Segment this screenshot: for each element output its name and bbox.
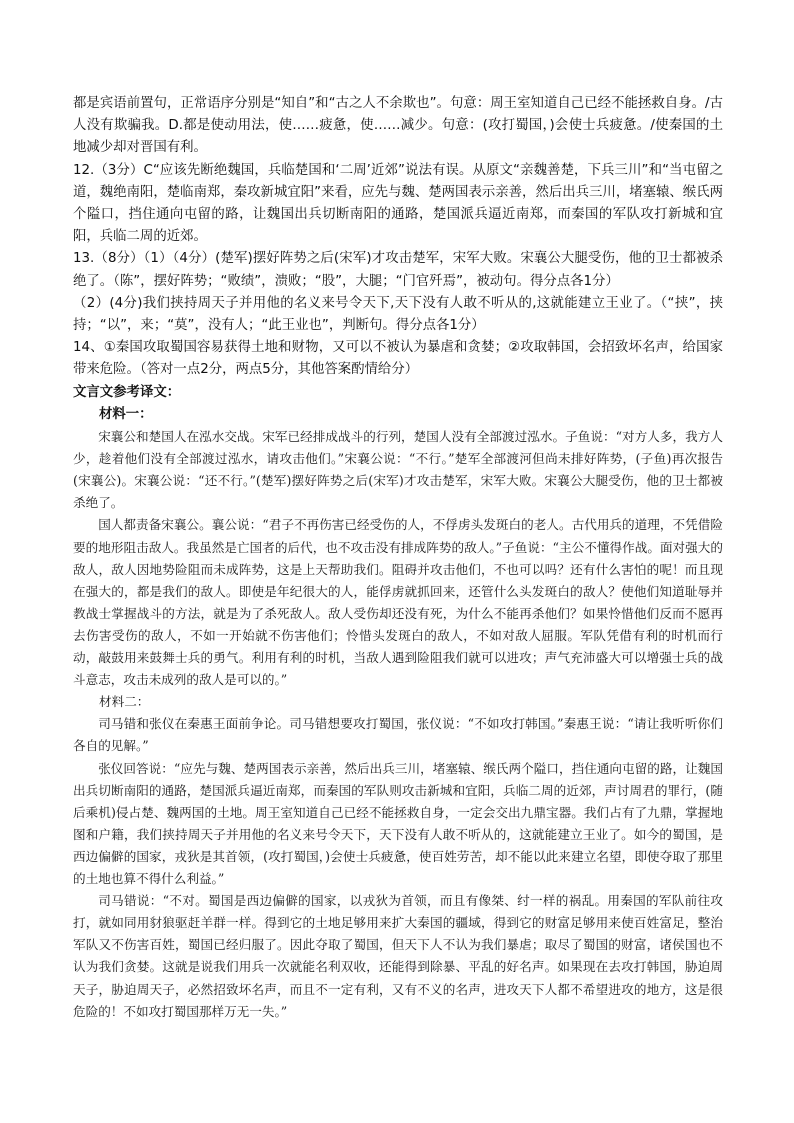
material-1-paragraph: 宋襄公和楚国人在泓水交战。宋军已经排成战斗的行列，楚国人没有全部渡过泓水。子鱼说：“对方人多，我方人少，趁着他们没有全部渡过泓水，请攻击他们。”宋襄公说：“不行。”楚军全部渡河但尚未排好阵势，(子鱼)再次报告(宋襄公)。宋襄公说：“还不行。”(楚军)摆好阵势之后(宋军)才攻击楚军，宋军大败。宋襄公大腿受伤，他的卫士都被杀绝了。 <box>73 429 723 511</box>
answer-q13-part2: （2）(4分)我们挟持周天子并用他的名义来号令天下,天下没有人敢不听从的,这就能建立王业了。（“挟”，挟持；“以”，来；“莫”，没有人；“此王业也”，判断句。得分点各1分） <box>73 295 723 334</box>
translation-heading: 文言文参考译文： <box>73 384 181 400</box>
answer-q13-part1: 13.（8分）（1）（4分）(楚军)摆好阵势之后(宋军)才攻击楚军，宋军大败。宋襄公大腿受伤，他的卫士都被杀绝了。（陈”，摆好阵势；“败绩”，溃败；“股”，大腿；“门官歼焉”，被动句。得分点各1分） <box>73 251 723 289</box>
material-2-label: 材料二： <box>99 694 150 710</box>
answer-continuation: 都是宾语前置句，正常语序分别是“知自”和“古之人不余欺也”。句意：周王室知道自己已经不能拯救自身。/古人没有欺骗我。D.都是使动用法，使……疲惫，使……减少。句意：(攻打蜀国，)会使士兵疲惫。/使秦国的土地减少却对晋国有利。 <box>73 96 723 156</box>
answer-q12: 12.（3分）C“应该先断绝魏国，兵临楚国和‘二周’近郊”说法有误。从原文“亲魏善楚，下兵三川”和“当屯留之道，魏绝南阳，楚临南郑，秦攻新城宜阳”来看，应先与魏、楚两国表示亲善，然后出兵三川，堵塞辕、缑氏两个隘口，挡住通向屯留的路，让魏国出兵切断南阳的通路，楚国派兵逼近南郑，而秦国的军队攻打新城和宜阳，兵临二周的近郊。 <box>73 162 723 245</box>
answer-document <box>73 93 723 1023</box>
material-1-label: 材料一： <box>99 406 153 422</box>
material-1-paragraph: 国人都责备宋襄公。襄公说：“君子不再伤害已经受伤的人，不俘虏头发斑白的老人。古代用兵的道理，不凭借险要的地形阻击敌人。我虽然是亡国者的后代，也不攻击没有排成阵势的敌人。”子鱼说：“主公不懂得作战。面对强大的敌人，敌人因地势险阻而未成阵势，这是上天帮助我们。阻碍并攻击他们，不也可以吗？还有什么害怕的呢！而且现在强大的，都是我们的敌人。即使是年纪很大的人，能俘虏就抓回来，还管什么头发斑白的敌人？使他们知道耻辱并教战士掌握战斗的方法，就是为了杀死敌人。敌人受伤却还没有死，为什么不能再杀他们？如果怜惜他们反而不愿再去伤害受伤的敌人，不如一开始就不伤害他们；怜惜头发斑白的敌人，不如对敌人屈服。军队凭借有利的时机而行动，敲鼓用来鼓舞士兵的勇气。利用有利的时机，当敌人遇到险阻我们就可以进攻；声气充沛盛大可以增强士兵的战斗意志，攻击未成列的敌人是可以的。” <box>73 517 723 688</box>
material-2-paragraph: 司马错说：“不对。蜀国是西边偏僻的国家，以戎狄为首领，而且有像桀、纣一样的祸乱。用秦国的军队前往攻打，就如同用豺狼驱赶羊群一样。得到它的土地足够用来扩大秦国的疆域，得到它的财富足够用来使百姓富足，整治军队又不伤害百姓，蜀国已经归服了。因此夺取了蜀国，但天下人不认为我们暴虐；取尽了蜀国的财富，诸侯国也不认为我们贪婪。这就是说我们用兵一次就能名利双收，还能得到除暴、平乱的好名声。如果现在去攻打韩国，胁迫周天子，胁迫周天子，必然招致坏名声，而且不一定有利，又有不义的名声，进攻天下人都不希望进攻的地方，这是很危险的！不如攻打蜀国那样万无一失。” <box>73 893 723 1019</box>
material-2-paragraph: 司马错和张仪在秦惠王面前争论。司马错想要攻打蜀国，张仪说：“不如攻打韩国。”秦惠王说：“请让我听听你们各自的见解。” <box>73 716 723 754</box>
material-2-paragraph: 张仪回答说：“应先与魏、楚两国表示亲善，然后出兵三川，堵塞辕、缑氏两个隘口，挡住通向屯留的路，让魏国出兵切断南阳的通路，楚国派兵逼近南郑，而秦国的军队则攻击新城和宜阳，兵临二周的近郊，声讨周君的罪行，(随后乘机)侵占楚、魏两国的土地。周王室知道自己已经不能拯救自身，一定会交出九鼎宝器。我们占有了九鼎，掌握地图和户籍，我们挟持周天子并用他的名义来号令天下，天下没有人敢不听从的，这就能建立王业了。如今的蜀国，是西边偏僻的国家，戎狄是其首领，(攻打蜀国，)会使士兵疲惫，使百姓劳苦，却不能以此来建立名望，即使夺取了那里的土地也算不得什么利益。” <box>73 760 723 887</box>
answer-q14: 14、①秦国攻取蜀国容易获得土地和财物，又可以不被认为暴虐和贪婪；②攻取韩国，会招致坏名声，给国家带来危险。（答对一点2分，两点5分，其他答案酌情给分） <box>73 340 723 378</box>
